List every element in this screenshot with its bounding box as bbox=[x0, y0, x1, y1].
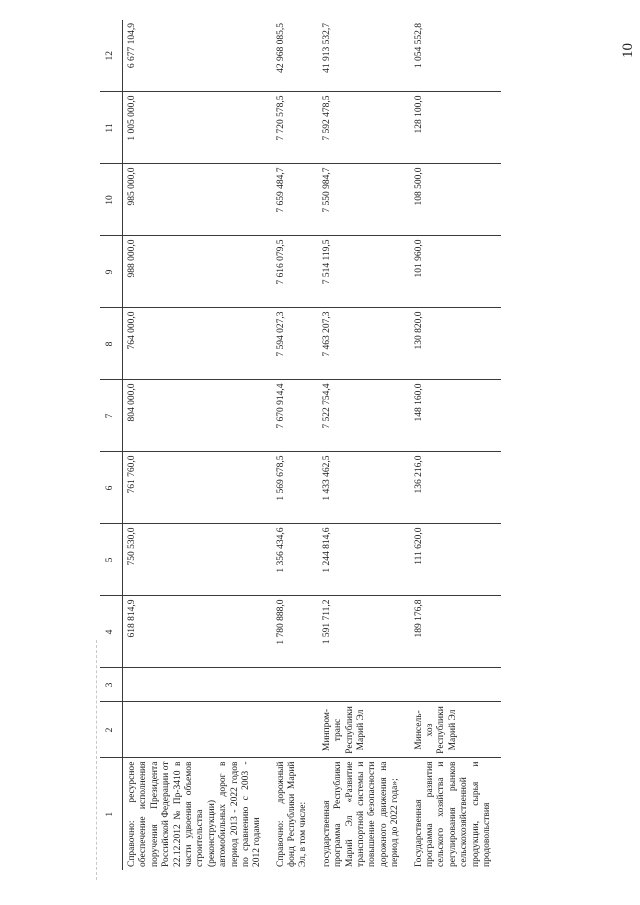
empty-cell bbox=[410, 668, 502, 702]
value-cell: 750 530,0 bbox=[123, 524, 272, 596]
header-cell: 2 bbox=[100, 702, 123, 758]
value-cell: 1 356 434,6 bbox=[272, 524, 318, 596]
header-row bbox=[100, 20, 123, 870]
value-cell: 7 550 984,7 bbox=[318, 164, 410, 236]
value-cell: 1 433 462,5 bbox=[318, 452, 410, 524]
value-cell: 1 569 678,5 bbox=[272, 452, 318, 524]
executor-cell bbox=[272, 702, 318, 758]
value-cell: 7 594 027,3 bbox=[272, 308, 318, 380]
value-cell: 7 522 754,4 bbox=[318, 380, 410, 452]
total-cell: 42 968 085,5 bbox=[272, 20, 318, 92]
resource-table bbox=[100, 20, 501, 870]
header-cell: 3 bbox=[100, 668, 123, 702]
value-cell: 985 000,0 bbox=[123, 164, 272, 236]
value-cell: 136 216,0 bbox=[410, 452, 502, 524]
executor-cell: Минпром-транс Республики Марий Эл bbox=[318, 702, 410, 758]
value-cell: 130 820,0 bbox=[410, 308, 502, 380]
rotated-table-wrapper bbox=[100, 23, 620, 870]
total-cell: 1 054 552,8 bbox=[410, 20, 502, 92]
value-cell: 764 000,0 bbox=[123, 308, 272, 380]
value-cell: 7 592 478,5 bbox=[318, 92, 410, 164]
program-name-cell: Справочно: ресурсное обеспечение исполнения поручения Президента Российской Федерации от 22.12.2012 № Пр-3410 в части удвоения объемов строительства (реконструкции) автомобильных дорог в период 2013 - 2022 годов по сравнению с 2003 - 2012 годами bbox=[127, 761, 263, 867]
program-name-cell: Государственная программа развития сельского хозяйства и регулирования рынков сельскохозяйственной продукции, сырья и продовольствия bbox=[413, 761, 492, 867]
executor-cell bbox=[123, 702, 272, 758]
value-cell: 1 780 888,0 bbox=[272, 596, 318, 668]
header-cell: 6 bbox=[100, 452, 123, 524]
value-cell: 7 720 578,5 bbox=[272, 92, 318, 164]
total-cell: 41 913 532,7 bbox=[318, 20, 410, 92]
header-cell: 5 bbox=[100, 524, 123, 596]
value-cell: 761 760,0 bbox=[123, 452, 272, 524]
empty-cell bbox=[272, 668, 318, 702]
scan-margin-line bbox=[96, 640, 98, 880]
value-cell: 618 814,9 bbox=[123, 596, 272, 668]
executor-cell: Минсель-хоз Республики Марий Эл bbox=[410, 702, 502, 758]
table-row bbox=[410, 20, 502, 870]
header-cell: 7 bbox=[100, 380, 123, 452]
value-cell: 7 659 484,7 bbox=[272, 164, 318, 236]
value-cell: 7 616 079,5 bbox=[272, 236, 318, 308]
header-cell: 8 bbox=[100, 308, 123, 380]
program-name-cell: Справочно: дорожный фонд Республики Марий Эл, в том числе: bbox=[275, 761, 309, 867]
value-cell: 1 591 711,2 bbox=[318, 596, 410, 668]
total-cell: 6 677 104,9 bbox=[123, 20, 272, 92]
value-cell: 128 100,0 bbox=[410, 92, 502, 164]
value-cell: 7 514 119,5 bbox=[318, 236, 410, 308]
header-cell: 9 bbox=[100, 236, 123, 308]
value-cell: 189 176,8 bbox=[410, 596, 502, 668]
empty-cell bbox=[123, 668, 272, 702]
value-cell: 111 620,0 bbox=[410, 524, 502, 596]
value-cell: 108 500,0 bbox=[410, 164, 502, 236]
value-cell: 804 000,0 bbox=[123, 380, 272, 452]
value-cell: 7 463 207,3 bbox=[318, 308, 410, 380]
value-cell: 1 005 000,0 bbox=[123, 92, 272, 164]
table-row bbox=[318, 20, 410, 870]
header-cell: 4 bbox=[100, 596, 123, 668]
value-cell: 988 000,0 bbox=[123, 236, 272, 308]
value-cell: 101 960,0 bbox=[410, 236, 502, 308]
header-cell: 1 bbox=[100, 758, 123, 870]
empty-cell bbox=[318, 668, 410, 702]
value-cell: 1 244 814,6 bbox=[318, 524, 410, 596]
table-row bbox=[272, 20, 318, 870]
page-number: 10 bbox=[620, 43, 636, 58]
program-name-cell: государственная программа Республики Марий Эл «Развитие транспортной системы и повышение безопасности дорожного движения на период до 2022 года»; bbox=[321, 761, 401, 867]
value-cell: 148 160,0 bbox=[410, 380, 502, 452]
header-cell: 10 bbox=[100, 164, 123, 236]
value-cell: 7 670 914,4 bbox=[272, 380, 318, 452]
header-cell: 12 bbox=[100, 20, 123, 92]
header-cell: 11 bbox=[100, 92, 123, 164]
table-row bbox=[123, 20, 272, 870]
